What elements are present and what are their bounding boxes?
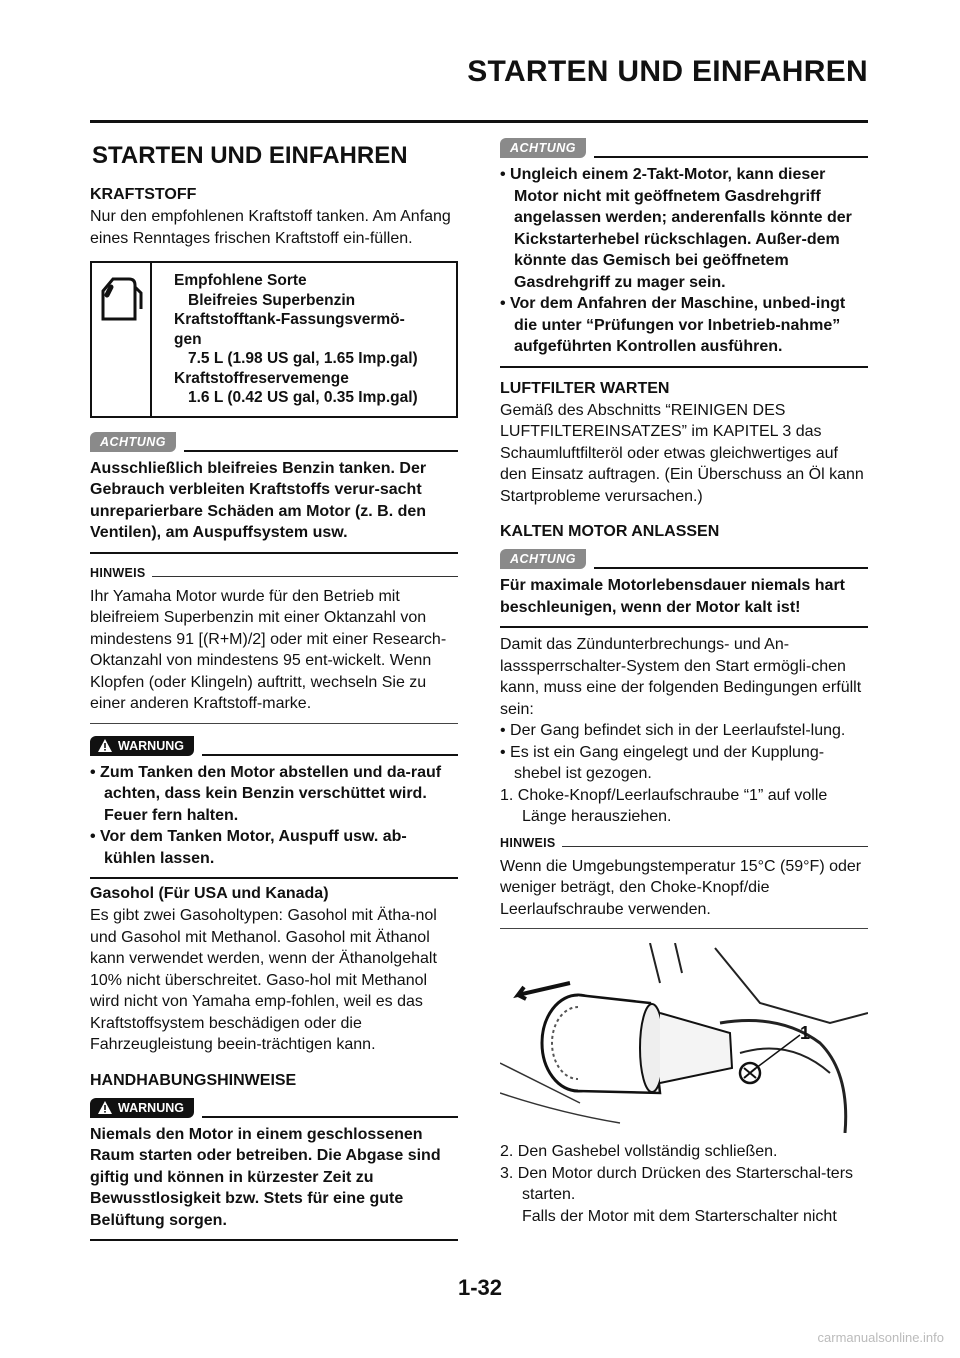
achtung-tag: ACHTUNG bbox=[500, 549, 586, 569]
spec-value: 7.5 L (1.98 US gal, 1.65 Imp.gal) bbox=[188, 350, 418, 367]
achtung-header bbox=[90, 432, 458, 452]
spec-label: Empfohlene Sorte bbox=[174, 272, 307, 289]
spec-label: gen bbox=[174, 330, 202, 348]
step-continuation: Falls der Motor mit dem Starterschalter nicht bbox=[522, 1207, 837, 1225]
gasohol-text: Es gibt zwei Gasoholtypen: Gasohol mit Ätha-nol und Gasohol mit Methanol. Gasohol mit Äthanol kann verwendet werden, wenn der Äthanolgehalt 10% nicht überschreitet. Gaso-hol mit Methanol wird nicht von Yamaha emp-fohlen, weil es das Kraftstoffsystem beschädigen oder die Fahrzeugleistung beein-trächtigen kann. bbox=[90, 907, 437, 1053]
running-header: STARTEN UND EINFAHREN bbox=[467, 55, 868, 88]
hinweis-text: Ihr Yamaha Motor wurde für den Betrieb mit bleifreiem Superbenzin mit einer Oktanzahl von mindestens 91 [(R+M)/2] oder mit einer Research-Oktanzahl von mindestens 95 ent-wickelt. Wenn Klopfen (oder Klingeln) auftritt, wechseln Sie zu einer anderen Kraftstoff-marke. bbox=[90, 587, 447, 712]
spec-label: Kraftstoffreservemenge bbox=[174, 369, 349, 387]
warning-triangle-icon bbox=[98, 739, 112, 752]
left-column bbox=[90, 132, 458, 1247]
fuel-text: Nur den empfohlenen Kraftstoff tanken. Am Anfang eines Renntages frischen Kraftstoff ein-füllen. bbox=[90, 208, 451, 247]
step-item: 3. Den Motor durch Drücken des Starterschal-ters starten. bbox=[500, 1164, 854, 1203]
spec-value: Bleifreies Superbenzin bbox=[188, 291, 356, 309]
warnung-header bbox=[90, 736, 458, 756]
cold-intro: Damit das Zündunterbrechungs- und An-lasssperrschalter-System den Start ermögli-chen kann, muss eine der folgenden Bedingungen erfüllt sein: bbox=[500, 636, 862, 718]
achtung-tag: ACHTUNG bbox=[90, 432, 176, 452]
condition-item: • Es ist ein Gang eingelegt und der Kupplung-shebel ist gezogen. bbox=[500, 743, 825, 782]
hinweis-header bbox=[500, 836, 868, 850]
page-number: 1-32 bbox=[457, 1275, 503, 1300]
hinweis-tag: HINWEIS bbox=[500, 835, 556, 850]
warnung-tag: WARNUNG bbox=[90, 736, 194, 756]
achtung-text: Für maximale Motorlebensdauer niemals hart beschleunigen, wenn der Motor kalt ist! bbox=[500, 577, 845, 616]
hinweis-header bbox=[90, 566, 458, 580]
hinweis-tag: HINWEIS bbox=[90, 565, 146, 580]
handling-title: HANDHABUNGSHINWEISE bbox=[90, 1071, 297, 1089]
achtung-bullet: • Ungleich einem 2-Takt-Motor, kann dieser Motor nicht mit geöffnetem Gasdrehgriff angelassen werden; anderenfalls könnte der Kickstarterhebel rückschlagen. Außer-dem könnte das Gemisch bei geöffnetem Gasdrehgriff zu mager sein. bbox=[500, 166, 852, 291]
warnung-bullet: • Vor dem Tanken Motor, Auspuff usw. ab-kühlen lassen. bbox=[90, 828, 407, 867]
fuel-spec-box bbox=[90, 261, 458, 418]
cold-start-title: KALTEN MOTOR ANLASSEN bbox=[500, 523, 720, 540]
warning-triangle-icon bbox=[98, 1101, 112, 1114]
warnung-header bbox=[90, 1098, 458, 1118]
fuel-can-icon bbox=[92, 263, 152, 416]
step-item: 2. Den Gashebel vollständig schließen. bbox=[500, 1143, 778, 1160]
step-item: 1. Choke-Knopf/Leerlaufschraube “1” auf volle Länge herausziehen. bbox=[500, 786, 828, 825]
site-watermark: carmanualsonline.info bbox=[817, 1330, 944, 1345]
achtung-tag: ACHTUNG bbox=[500, 138, 586, 158]
right-column bbox=[500, 132, 868, 1227]
filter-text: Gemäß des Abschnitts “REINIGEN DES LUFTFILTEREINSATZES” im KAPITEL 3 das Schaumluftfilteröl oder etwas gleichwertiges auf den Einsatz auftragen. (Ein Überschuss an Öl kann Startprobleme verursachen.) bbox=[500, 401, 864, 505]
fuel-title: KRAFTSTOFF bbox=[90, 186, 197, 203]
warnung-text: Niemals den Motor in einem geschlossenen Raum starten oder betreiben. Die Abgase sind giftig und können in kürzester Zeit zu Bewusstlosigkeit bzw. Stets für eine gute Belüftung sorgen. bbox=[90, 1125, 441, 1229]
spec-value: 1.6 L (0.42 US gal, 0.35 Imp.gal) bbox=[188, 389, 418, 406]
warnung-tag: WARNUNG bbox=[90, 1098, 194, 1118]
condition-item: • Der Gang befindet sich in der Leerlaufstel-lung. bbox=[500, 722, 846, 739]
header-rule bbox=[90, 120, 868, 123]
section-heading: STARTEN UND EINFAHREN bbox=[92, 142, 408, 169]
achtung-text: Ausschließlich bleifreies Benzin tanken. Der Gebrauch verbleiten Kraftstoffs verur-sacht unreparierbare Schäden am Motor (z. B. den Ventilen), am Auspuffsystem usw. bbox=[90, 459, 427, 541]
gasohol-title: Gasohol (Für USA und Kanada) bbox=[90, 885, 329, 902]
choke-knob-figure bbox=[500, 943, 868, 1133]
achtung-header bbox=[500, 138, 868, 158]
warnung-bullet: • Zum Tanken den Motor abstellen und da-rauf achten, dass kein Benzin verschüttet wird. Feuer fern halten. bbox=[90, 763, 442, 824]
hinweis-text: Wenn die Umgebungstemperatur 15°C (59°F) oder weniger beträgt, den Choke-Knopf/die Leerlaufschraube verwenden. bbox=[500, 857, 862, 918]
achtung-bullet: • Vor dem Anfahren der Maschine, unbed-ingt die unter “Prüfungen vor Inbetrieb-nahme” aufgeführten Kontrollen ausführen. bbox=[500, 295, 846, 355]
spec-label: Kraftstofftank-Fassungsvermö- bbox=[174, 311, 405, 328]
achtung-header bbox=[500, 549, 868, 569]
filter-title: LUFTFILTER WARTEN bbox=[500, 379, 670, 397]
figure-callout-label: 1 bbox=[800, 1023, 811, 1043]
